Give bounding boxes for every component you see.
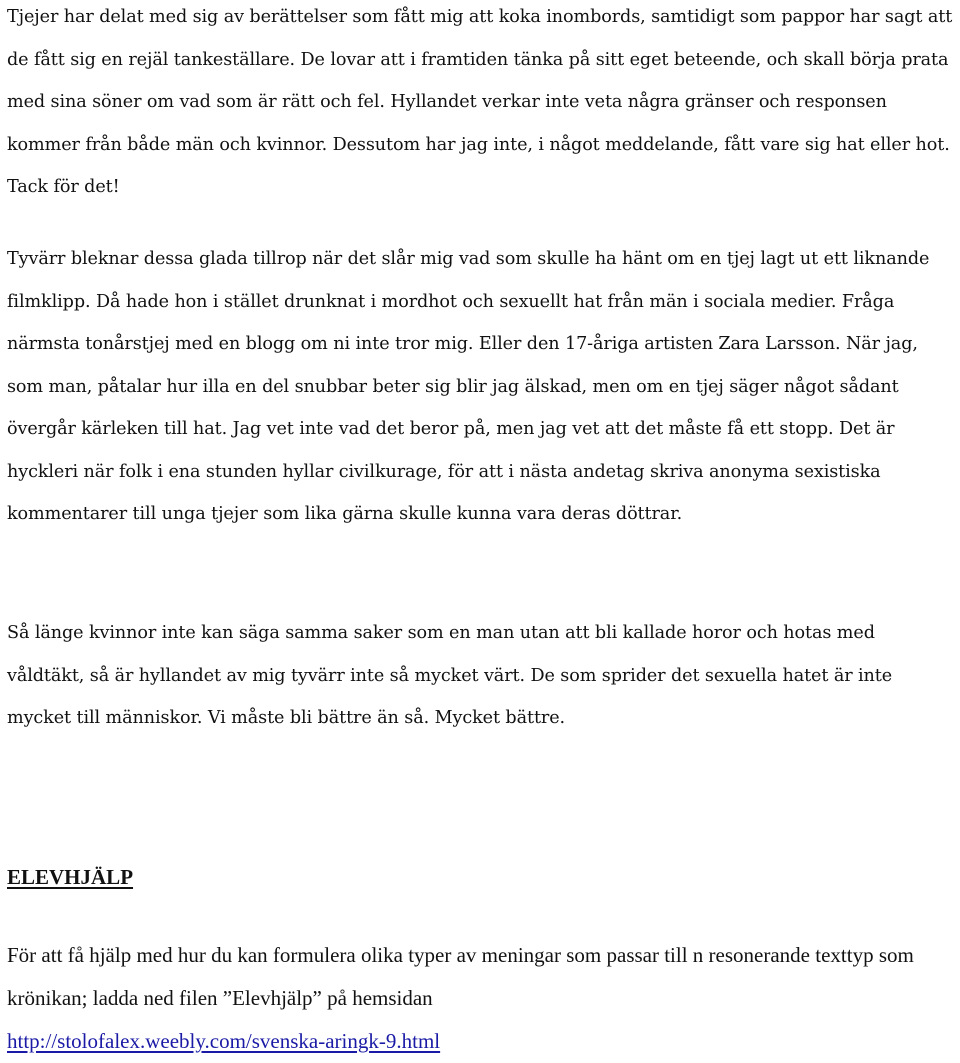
article-paragraph-3: Så länge kvinnor inte kan säga samma saker som en man utan att bli kallade horor och hotas med våldtäkt, så är hyllandet av mig tyvärr inte så mycket värt. De som sprider det sexuella hatet är inte mycket till människor. Vi måste bli bättre än så. Mycket bättre. xyxy=(7,623,893,728)
help-section xyxy=(7,934,955,1063)
article-paragraph-1: Tjejer har delat med sig av berättelser som fått mig att koka inombords, samtidigt som pappor har sagt att de fått sig en rejäl tankeställare. De lovar att i framtiden tänka på sitt eget beteende, och skall börja prata med sina söner om vad som är rätt och fel. Hyllandet verkar inte veta några gränser och responsen kommer från både män och kvinnor. Dessutom har jag inte, i något meddelande, fått vare sig hat eller hot. Tack för det! xyxy=(7,7,953,197)
article-paragraph-2: Tyvärr bleknar dessa glada tillrop när det slår mig vad som skulle ha hänt om en tjej lagt ut ett liknande filmklipp. Då hade hon i stället drunknat i mordhot och sexuellt hat från män i sociala medier. Fråga närmsta tonårstjej med en blogg om ni inte tror mig. Eller den 17-åriga artisten Zara Larsson. När jag, som man, påtalar hur illa en del snubbar beter sig blir jag älskad, men om en tjej säger något sådant övergår kärleken till hat. Jag vet inte vad det beror på, men jag vet att det måste få ett stopp. Det är hyckleri när folk i ena stunden hyllar civilkurage, för att i nästa andetag skriva anonyma sexistiska kommentarer till unga tjejer som lika gärna skulle kunna vara deras döttrar. xyxy=(7,249,930,524)
help-link[interactable]: http://stolofalex.weebly.com/svenska-aringk-9.html xyxy=(7,1029,441,1053)
help-text: För att få hjälp med hur du kan formulera olika typer av meningar som passar till n resonerande texttyp som krönikan; ladda ned filen ”Elevhjälp” på hemsidan xyxy=(7,943,914,1010)
help-heading: ELEVHJÄLP xyxy=(7,865,134,889)
